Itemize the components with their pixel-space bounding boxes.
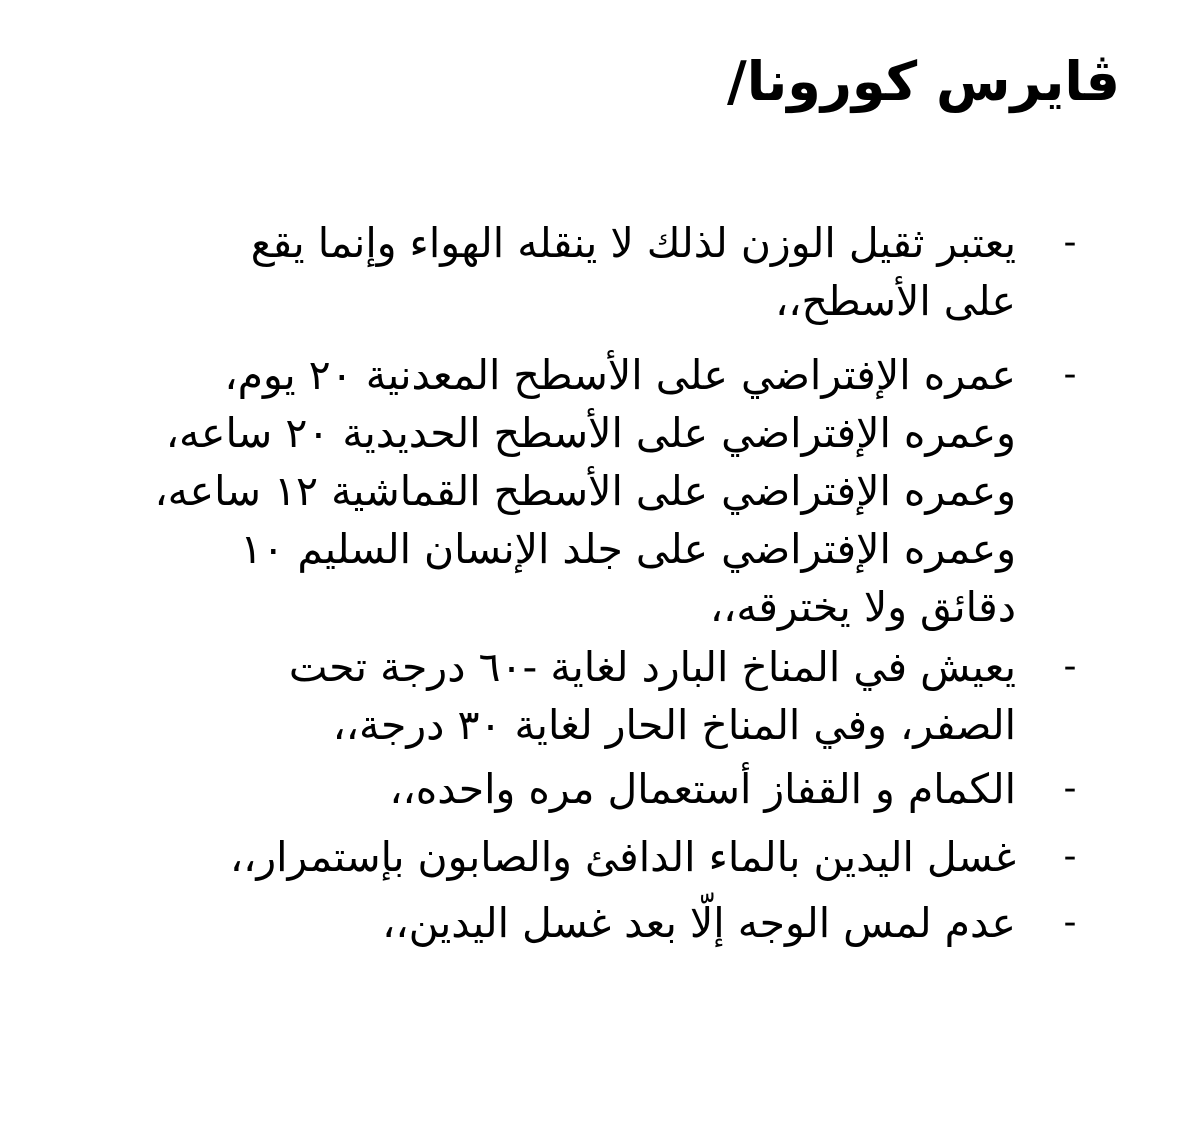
bullet-list [0,214,1200,952]
list-item [0,346,1200,636]
text-line: وعمره الإفتراضي على الأسطح القماشية ١٢ ساعه، [154,467,1016,515]
list-item-text [126,346,1016,636]
text-line: وعمره الإفتراضي على جلد الإنسان السليم ١٠ [240,525,1016,573]
text-line: دقائق ولا يخترقه،، [709,583,1016,631]
text-line: الكمام و القفاز أستعمال مره واحده،، [389,765,1016,813]
bullet-dash: - [1063,902,1077,943]
list-item [0,760,1200,818]
document-title: ڤايرس كورونا/ [726,50,1120,113]
text-line: عمره الإفتراضي على الأسطح المعدنية ٢٠ يوم، [224,351,1016,399]
text-line: يعتبر ثقيل الوزن لذلك لا ينقله الهواء وإنما يقع [250,219,1016,267]
text-line: يعيش في المناخ البارد لغاية -٦٠ درجة تحت [288,643,1016,691]
list-item [0,638,1200,754]
list-item-text [126,638,1016,754]
text-line: وعمره الإفتراضي على الأسطح الحديدية ٢٠ ساعه، [165,409,1016,457]
text-line: غسل اليدين بالماء الدافئ والصابون بإستمرار،، [229,833,1016,881]
bullet-dash: - [1063,836,1077,877]
bullet-dash: - [1063,222,1077,263]
bullet-dash: - [1063,646,1077,687]
list-item-text [126,214,1016,330]
text-line: على الأسطح،، [775,277,1016,325]
text-line: الصفر، وفي المناخ الحار لغاية ٣٠ درجة،، [332,701,1016,749]
list-item [0,828,1200,886]
bullet-dash: - [1063,354,1077,395]
list-item [0,894,1200,952]
list-item-text [126,894,1016,952]
list-item [0,214,1200,330]
bullet-dash: - [1063,768,1077,809]
list-item-text [126,828,1016,886]
text-line: عدم لمس الوجه إلّا بعد غسل اليدين،، [382,899,1016,947]
list-item-text [126,760,1016,818]
